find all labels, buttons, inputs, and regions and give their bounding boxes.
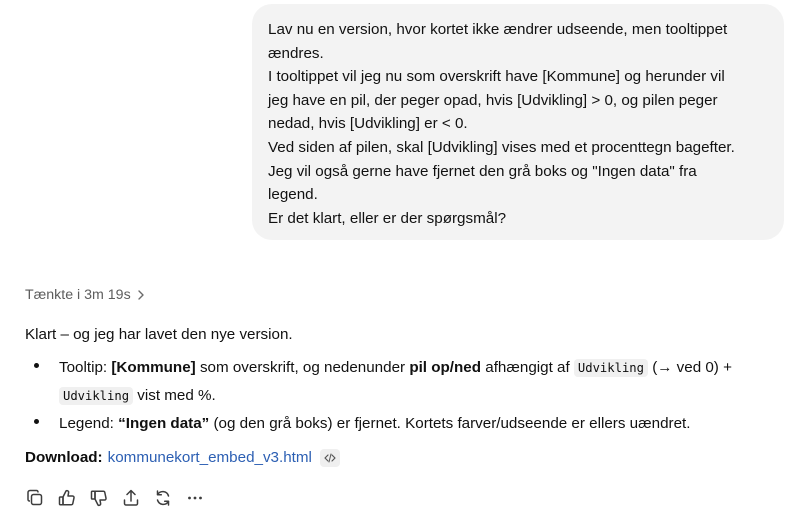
download-label: Download: xyxy=(25,449,103,466)
more-button[interactable] xyxy=(183,486,207,510)
bullet-text: (og den grå boks) er fjernet. Kortets farver/udseende er ellers uændret. xyxy=(209,415,691,432)
user-message-line: nedad, hvis [Udvikling] er < 0. xyxy=(268,115,468,133)
bullet-line xyxy=(59,410,785,438)
bullet-text: som overskrift, og nedenunder xyxy=(195,359,410,376)
share-button[interactable] xyxy=(119,486,143,510)
bold-text: pil op/ned xyxy=(409,359,482,376)
bold-text: [Kommune] xyxy=(111,359,196,376)
more-icon xyxy=(185,488,205,508)
code-icon[interactable] xyxy=(320,449,340,467)
thinking-label: Tænkte i 3m 19s xyxy=(25,287,131,303)
user-message-line: Jeg vil også gerne have fjernet den grå boks og "Ingen data" fra xyxy=(268,162,697,180)
bullet-text: afhængigt af xyxy=(481,359,574,376)
user-message-line: Er det klart, eller er der spørgsmål? xyxy=(268,209,507,227)
bullet-dot xyxy=(34,419,39,424)
refresh-icon xyxy=(153,488,173,508)
chevron-right-icon xyxy=(137,290,145,300)
copy-button[interactable] xyxy=(23,486,47,510)
thumbs-down-button[interactable] xyxy=(87,486,111,510)
user-message-line: Ved siden af pilen, skal [Udvikling] vises med et procenttegn bagefter. xyxy=(268,138,735,156)
bullet-text: Tooltip: xyxy=(59,359,112,376)
bullet-text: vist med %. xyxy=(133,387,216,404)
user-message-line: jeg have en pil, der peger opad, hvis [Udvikling] > 0, og pilen peger xyxy=(268,91,718,109)
bullet-line xyxy=(59,354,785,382)
download-link[interactable]: kommunekort_embed_v3.html xyxy=(107,449,312,466)
user-message-bubble xyxy=(252,4,784,240)
user-message-line: ændres. xyxy=(268,44,324,62)
regenerate-button[interactable] xyxy=(151,486,175,510)
inline-code: Udvikling xyxy=(574,359,648,377)
copy-icon xyxy=(25,488,45,508)
user-message-line: I tooltippet vil jeg nu som overskrift have [Kommune] og herunder vil xyxy=(268,68,725,86)
bullet-text: Legend: xyxy=(59,415,119,432)
inline-code: Udvikling xyxy=(59,387,133,405)
assistant-bullet-list xyxy=(25,354,785,438)
thinking-toggle[interactable] xyxy=(25,287,145,303)
user-message-line: legend. xyxy=(268,186,318,204)
user-message-line: Lav nu en version, hvor kortet ikke ændrer udseende, men tooltippet xyxy=(268,21,728,38)
assistant-intro xyxy=(25,323,293,347)
list-item xyxy=(25,410,785,438)
thumbs-down-icon xyxy=(89,488,109,508)
message-action-bar xyxy=(23,486,207,510)
share-icon xyxy=(121,488,141,508)
bold-text: “Ingen data” xyxy=(118,415,210,432)
bullet-line xyxy=(59,382,785,410)
bullet-dot xyxy=(34,363,39,368)
bullet-text: (→ ved 0) + xyxy=(647,359,732,376)
intro-text: Klart – og jeg har lavet den nye version. xyxy=(25,326,293,343)
thumbs-up-icon xyxy=(57,488,77,508)
thumbs-up-button[interactable] xyxy=(55,486,79,510)
download-row xyxy=(25,446,340,470)
list-item xyxy=(25,354,785,410)
